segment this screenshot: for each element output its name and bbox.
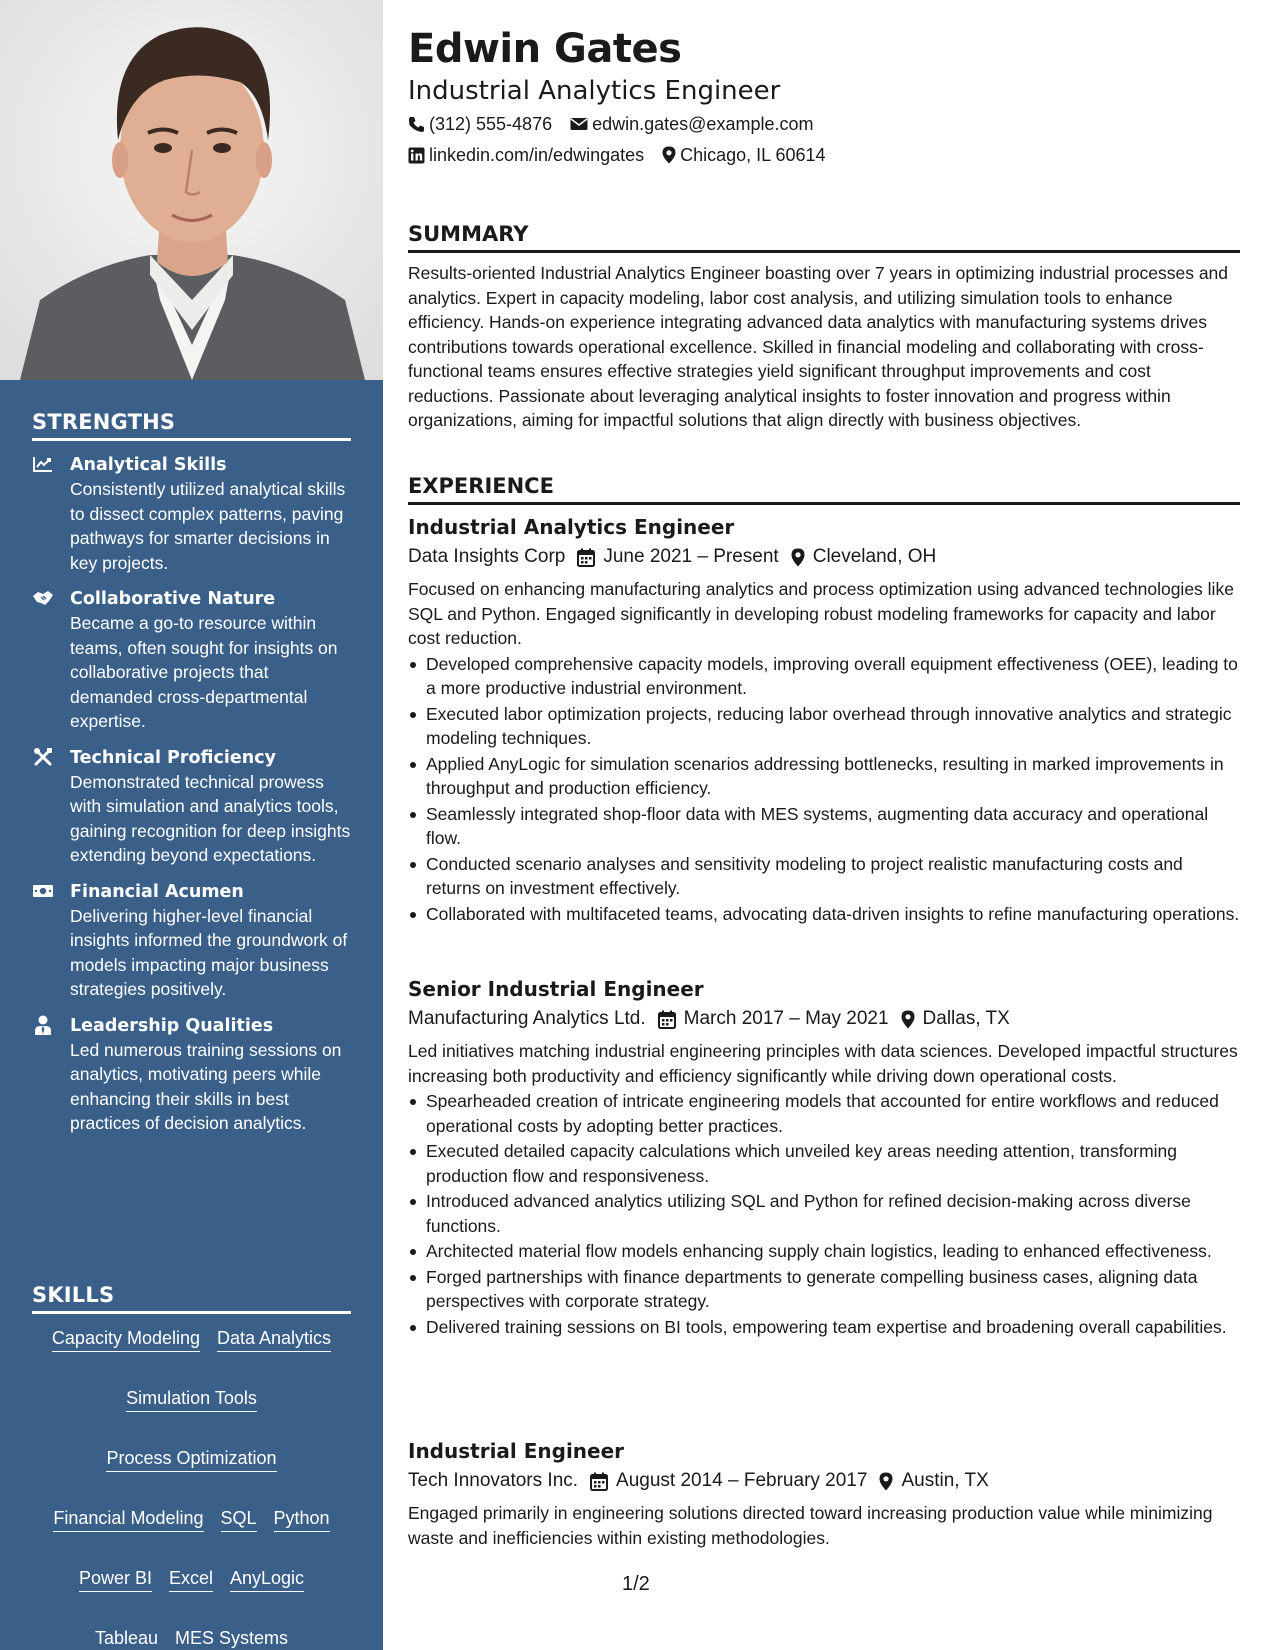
job-dates-item: [577, 543, 778, 571]
job-bullet: Delivered training sessions on BI tools, empowering team expertise and broadening overall capabilities.: [408, 1315, 1240, 1340]
job-meta: [408, 543, 1240, 571]
linkedin-icon: [408, 147, 425, 164]
tools-icon: [32, 747, 54, 767]
strength-desc: Demonstrated technical prowess with simulation and analytics tools, gaining recognition for deep insights extending beyond expectations.: [70, 771, 351, 865]
strength-desc: Consistently utilized analytical skills to dissect complex patterns, paving pathways for smarter decisions in key projects.: [70, 479, 346, 573]
linkedin-url: linkedin.com/in/edwingates: [429, 145, 645, 165]
strength-item: [32, 880, 351, 1002]
strength-desc: Became a go-to resource within teams, often sought for insights on collaborative projects that demanded cross-departmental expertise.: [70, 613, 338, 731]
job-location: Austin, TX: [901, 1470, 989, 1491]
skill-tag: Tableau: [95, 1626, 158, 1650]
job-location-item: [879, 1467, 988, 1495]
job-location-item: [791, 543, 937, 571]
job-dates: March 2017 – May 2021: [683, 1008, 889, 1029]
job-company: Tech Innovators Inc.: [408, 1470, 579, 1491]
job-dates: June 2021 – Present: [603, 546, 779, 567]
skill-tag: Financial Modeling: [53, 1506, 203, 1532]
job-dates: August 2014 – February 2017: [616, 1470, 868, 1491]
job-bullet: Forged partnerships with finance departments to generate compelling business cases, aligning data perspectives with corporate strategy.: [408, 1265, 1240, 1314]
job-dates-item: [590, 1467, 867, 1495]
contact-row-1: [408, 112, 831, 136]
job-summary: Focused on enhancing manufacturing analytics and process optimization using advanced technologies like SQL and Python. Engaged significantly in developing robust modeling frameworks for capacity and labor cost reduction.: [408, 579, 1234, 648]
skill-tag: Python: [274, 1506, 330, 1532]
skill-tag: AnyLogic: [230, 1566, 304, 1592]
job-dates-item: [658, 1005, 889, 1033]
linkedin-contact[interactable]: [408, 143, 644, 167]
job-meta: [408, 1005, 1240, 1033]
strength-title: Leadership Qualities: [70, 1015, 274, 1036]
job-bullet: Executed labor optimization projects, reducing labor overhead through innovative analytics and strategic modeling techniques.: [408, 702, 1240, 751]
email-address: edwin.gates@example.com: [592, 114, 814, 134]
candidate-name: Edwin Gates: [408, 26, 682, 72]
location-text: Chicago, IL 60614: [680, 145, 826, 165]
summary-heading: SUMMARY: [408, 220, 1240, 253]
job-bullet: Applied AnyLogic for simulation scenarios addressing bottlenecks, resulting in marked improvements in throughput and production efficiency.: [408, 752, 1240, 801]
skill-tag: Process Optimization: [106, 1446, 276, 1472]
skill-tag: Capacity Modeling: [52, 1326, 200, 1352]
job-bullet: Introduced advanced analytics utilizing SQL and Python for refined decision-making across diverse functions.: [408, 1189, 1240, 1238]
job-location-item: [901, 1005, 1010, 1033]
strength-item: [32, 746, 351, 868]
contact-row-2: [408, 143, 844, 167]
strength-item: [32, 1014, 351, 1136]
phone-icon: [408, 116, 425, 133]
candidate-title: Industrial Analytics Engineer: [408, 76, 781, 106]
job-company: Data Insights Corp: [408, 546, 566, 567]
page-number: 1/2: [622, 1573, 650, 1595]
envelope-icon: [570, 117, 588, 131]
job-meta: [408, 1467, 1240, 1495]
strength-desc: Delivering higher-level financial insights informed the groundwork of models impacting major business strategies positively.: [70, 905, 348, 999]
job-bullets: [408, 1089, 1240, 1339]
portrait-image: [0, 0, 383, 380]
map-pin-icon: [901, 1010, 915, 1029]
calendar-icon: [590, 1472, 608, 1491]
job-bullet: Spearheaded creation of intricate engineering models that accounted for entire workflows and reduced operational costs by adopting better practices.: [408, 1089, 1240, 1138]
skill-tag: SQL: [221, 1506, 257, 1532]
job-bullets: [408, 652, 1240, 927]
chart-line-icon: [32, 454, 54, 474]
job-bullet: Conducted scenario analyses and sensitivity modeling to project realistic manufacturing costs and returns on investment effectively.: [408, 852, 1240, 901]
money-bill-icon: [32, 881, 54, 901]
strength-title: Financial Acumen: [70, 881, 244, 902]
skills-section: [32, 1283, 351, 1650]
calendar-icon: [577, 548, 595, 567]
job-title: Senior Industrial Engineer: [408, 977, 704, 1001]
job-bullet: Collaborated with multifaceted teams, advocating data-driven insights to refine manufacturing operations.: [408, 902, 1240, 927]
skill-tag: Power BI: [79, 1566, 152, 1592]
experience-heading: EXPERIENCE: [408, 472, 1240, 505]
job-location: Cleveland, OH: [812, 546, 937, 567]
user-tie-icon: [32, 1015, 54, 1035]
strength-title: Collaborative Nature: [70, 589, 276, 609]
skill-tag: Excel: [169, 1566, 213, 1592]
phone-contact[interactable]: [408, 112, 552, 136]
strength-item: [32, 587, 351, 734]
sidebar: [0, 0, 383, 1650]
skills-list: [32, 1326, 351, 1650]
strength-title: Technical Proficiency: [70, 747, 276, 768]
job-bullet: Architected material flow models enhancing supply chain logistics, leading to enhanced effectiveness.: [408, 1239, 1240, 1264]
handshake-icon: [32, 588, 54, 608]
skills-heading: SKILLS: [32, 1283, 351, 1314]
map-pin-icon: [879, 1472, 893, 1491]
job-entry: [408, 1437, 1240, 1550]
job-bullet: Developed comprehensive capacity models, improving overall equipment effectiveness (OEE), leading to a more productive industrial environment.: [408, 652, 1240, 701]
email-contact[interactable]: [570, 112, 813, 136]
strengths-section: [32, 410, 351, 1136]
strengths-heading: STRENGTHS: [32, 410, 351, 441]
strength-title: Analytical Skills: [70, 455, 227, 475]
job-summary: Led initiatives matching industrial engineering principles with data sciences. Developed impactful structures increasing both productivity and efficiency significantly while driving down operational costs.: [408, 1041, 1238, 1086]
job-title: Industrial Analytics Engineer: [408, 515, 735, 539]
job-bullet: Seamlessly integrated shop-floor data with MES systems, augmenting data accuracy and operational flow.: [408, 802, 1240, 851]
job-entry: [408, 513, 1240, 927]
job-summary: Engaged primarily in engineering solutions directed toward increasing production value while minimizing waste and inefficiencies within existing methodologies.: [408, 1503, 1213, 1548]
job-title: Industrial Engineer: [408, 1439, 625, 1463]
skill-tag: Data Analytics: [217, 1326, 331, 1352]
map-pin-icon: [662, 146, 676, 164]
job-company: Manufacturing Analytics Ltd.: [408, 1008, 646, 1029]
map-pin-icon: [791, 548, 805, 567]
summary-text: Results-oriented Industrial Analytics Engineer boasting over 7 years in optimizing industrial processes and analytics. Expert in capacity modeling, labor cost analysis, and utilizing simulation tools to enhance efficiency. Hands-on experience integrating advanced data analytics with manufacturing systems drives contributions towards operational excellence. Skilled in financial modeling and collaborating with cross-functional teams ensures effective strategies yield significant throughput improvements and cost reductions. Passionate about leveraging analytical insights to foster innovation and progress within organizations, aiming for impactful solutions that align directly with business objectives.: [408, 263, 1229, 430]
skill-tag: Simulation Tools: [126, 1386, 257, 1412]
phone-number: (312) 555-4876: [429, 114, 553, 134]
job-entry: [408, 975, 1240, 1340]
skill-tag: MES Systems: [175, 1626, 288, 1650]
location-contact: [662, 143, 825, 167]
strength-item: [32, 453, 351, 575]
job-bullet: Executed detailed capacity calculations which unveiled key areas needing attention, transforming production flow and responsiveness.: [408, 1139, 1240, 1188]
job-location: Dallas, TX: [922, 1008, 1010, 1029]
strength-desc: Led numerous training sessions on analytics, motivating peers while enhancing their skills in best practices of decision analytics.: [70, 1039, 342, 1133]
calendar-icon: [658, 1010, 676, 1029]
profile-photo: [0, 0, 383, 380]
